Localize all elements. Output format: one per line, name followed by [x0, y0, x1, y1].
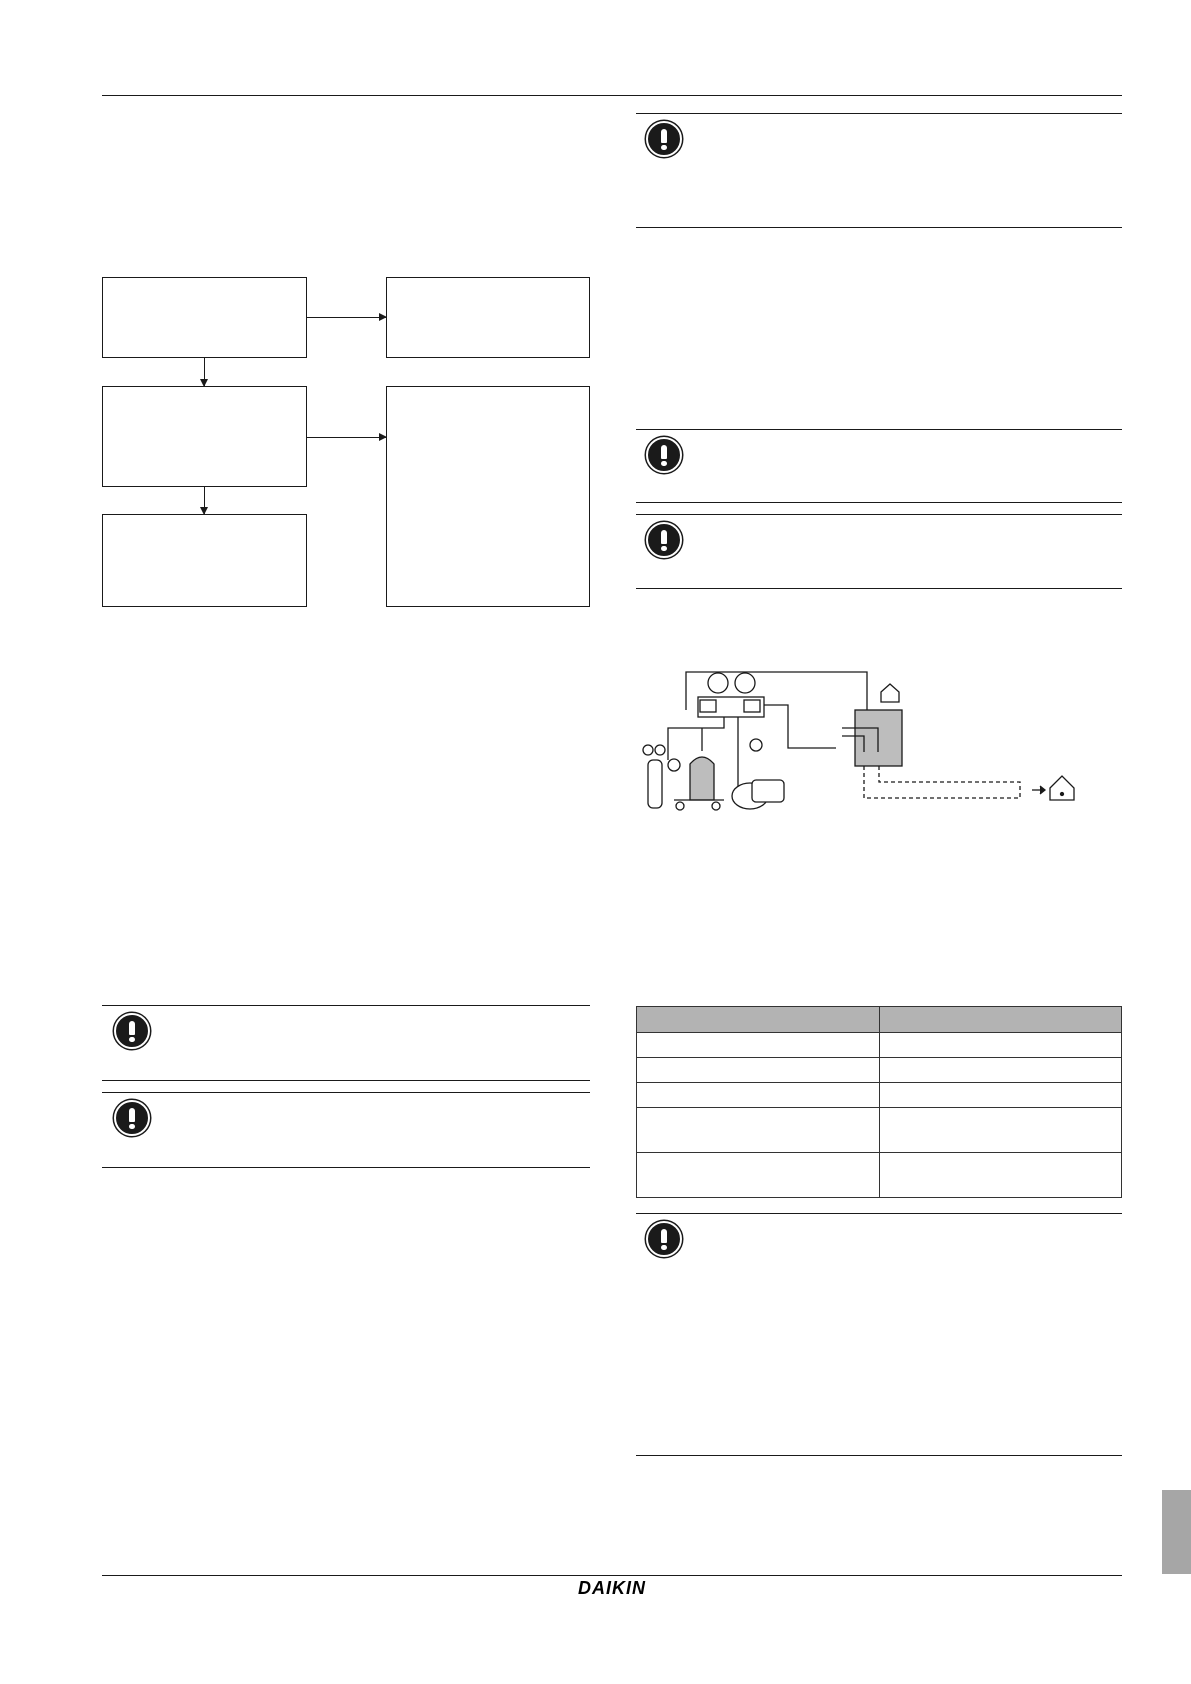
flow-box-3	[102, 386, 307, 487]
house-icon	[1050, 776, 1074, 800]
table-row	[637, 1033, 1122, 1058]
notice-right-4	[636, 1213, 1122, 1456]
vacuum-setup-diagram	[628, 650, 1088, 820]
notice-right-1	[636, 113, 1122, 228]
spec-table	[636, 1006, 1122, 1198]
warning-icon	[114, 1100, 150, 1136]
table-row	[637, 1058, 1122, 1083]
table-row	[637, 1083, 1122, 1108]
flow-box-2	[386, 277, 590, 358]
table-header-cell	[637, 1007, 880, 1033]
warning-icon	[646, 1221, 682, 1257]
table-row	[637, 1153, 1122, 1198]
notice-right-2	[636, 429, 1122, 503]
notice-left-2	[102, 1092, 590, 1168]
notice-right-3	[636, 514, 1122, 589]
table-row	[637, 1108, 1122, 1153]
footer-rule	[102, 1575, 1122, 1576]
table-header-cell	[880, 1007, 1122, 1033]
house-icon-small	[881, 684, 899, 702]
flow-arrow-right-1	[307, 317, 386, 318]
flow-arrow-right-2	[307, 437, 386, 438]
pressure-gauge-left	[708, 673, 728, 693]
header-rule	[102, 95, 1122, 96]
refrigerant-cylinder	[690, 757, 714, 800]
flow-arrow-down-1	[204, 358, 205, 386]
warning-icon	[646, 121, 682, 157]
flow-box-1	[102, 277, 307, 358]
warning-icon	[646, 437, 682, 473]
warning-icon	[646, 522, 682, 558]
nitrogen-cylinder	[648, 760, 662, 808]
flow-box-4	[386, 386, 590, 607]
brand-logo: DAIKIN	[578, 1577, 646, 1598]
flow-box-5	[102, 514, 307, 607]
notice-left-1	[102, 1005, 590, 1081]
table-header-row	[637, 1007, 1122, 1033]
flow-arrow-down-2	[204, 487, 205, 514]
pressure-gauge-right	[735, 673, 755, 693]
warning-icon	[114, 1013, 150, 1049]
section-side-tab	[1162, 1490, 1191, 1574]
